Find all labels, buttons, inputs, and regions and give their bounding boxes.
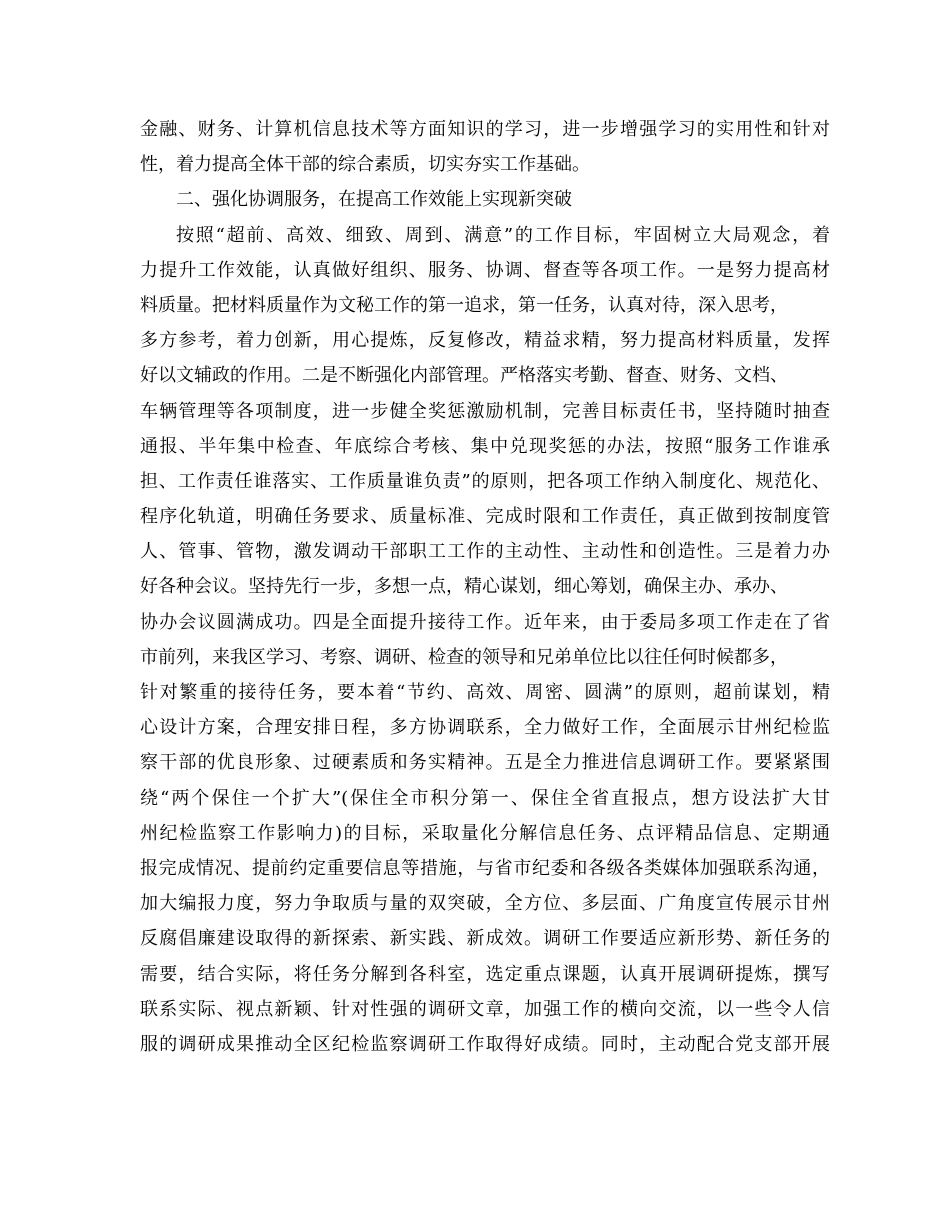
text-line: 察干部的优良形象、过硬素质和务实精神。五是全力推进信息调研工作。要紧紧围	[140, 752, 830, 774]
text-line: 加大编报力度，努力争取质与量的双突破，全方位、多层面、广角度宣传展示甘州	[140, 893, 830, 915]
text-line: 反腐倡廉建设取得的新探索、新实践、新成效。调研工作要适应新形势、新任务的	[140, 928, 830, 950]
document-body	[140, 112, 830, 1062]
text-line: 联系实际、视点新颖、针对性强的调研文章，加强工作的横向交流，以一些令人信	[140, 998, 830, 1020]
text-line: 通报、半年集中检查、年底综合考核、集中兑现奖惩的办法，按照“服务工作谁承	[140, 435, 830, 457]
section-heading: 二、强化协调服务，在提高工作效能上实现新突破	[176, 189, 572, 211]
text-line: 性，着力提高全体干部的综合素质，切实夯实工作基础。	[140, 154, 590, 176]
text-line: 担、工作责任谁落实、工作质量谁负责”的原则，把各项工作纳入制度化、规范化、	[140, 470, 830, 492]
text-line: 人、管事、管物，激发调动干部职工工作的主动性、主动性和创造性。三是着力办	[140, 541, 830, 563]
text-line: 车辆管理等各项制度，进一步健全奖惩激励机制，完善目标责任书，坚持随时抽查	[140, 400, 830, 422]
text-line: 针对繁重的接待任务，要本着“节约、高效、周密、圆满”的原则，超前谋划，精	[140, 682, 830, 703]
text-line: 绕“两个保住一个扩大”(保住全市积分第一、保住全省直报点，想方设法扩大甘	[140, 787, 830, 809]
text-line: 需要，结合实际，将任务分解到各科室，选定重点课题，认真开展调研提炼，撰写	[140, 963, 830, 985]
text-line: 金融、财务、计算机信息技术等方面知识的学习，进一步增强学习的实用性和针对	[140, 119, 830, 140]
text-line: 协办会议圆满成功。四是全面提升接待工作。近年来，由于委局多项工作走在了省	[140, 611, 830, 633]
text-line: 程序化轨道，明确任务要求、质量标准、完成时限和工作责任，真正做到按制度管	[140, 506, 830, 528]
text-line: 市前列，来我区学习、考察、调研、检查的领导和兄弟单位比以往任何时候都多，	[140, 646, 788, 668]
text-line: 州纪检监察工作影响力)的目标，采取量化分解信息任务、点评精品信息、定期通	[140, 822, 830, 844]
text-line: 服的调研成果推动全区纪检监察调研工作取得好成绩。同时，主动配合党支部开展	[140, 1033, 830, 1055]
text-line: 心设计方案，合理安排日程，多方协调联系，全力做好工作，全面展示甘州纪检监	[140, 717, 830, 739]
text-line: 好各种会议。坚持先行一步，多想一点，精心谋划，细心筹划，确保主办、承办、	[140, 576, 788, 598]
text-line: 报完成情况、提前约定重要信息等措施，与省市纪委和各级各类媒体加强联系沟通，	[140, 857, 830, 879]
text-line: 多方参考，着力创新，用心提炼，反复修改，精益求精，努力提高材料质量，发挥	[140, 330, 830, 352]
text-line: 按照“超前、高效、细致、周到、满意”的工作目标，牢固树立大局观念，着	[176, 224, 830, 246]
text-line: 料质量。把材料质量作为文秘工作的第一追求，第一任务，认真对待，深入思考，	[140, 294, 788, 316]
text-line: 力提升工作效能，认真做好组织、服务、协调、督查等各项工作。一是努力提高材	[140, 259, 830, 281]
text-line: 好以文辅政的作用。二是不断强化内部管理。严格落实考勤、督查、财务、文档、	[140, 365, 788, 387]
